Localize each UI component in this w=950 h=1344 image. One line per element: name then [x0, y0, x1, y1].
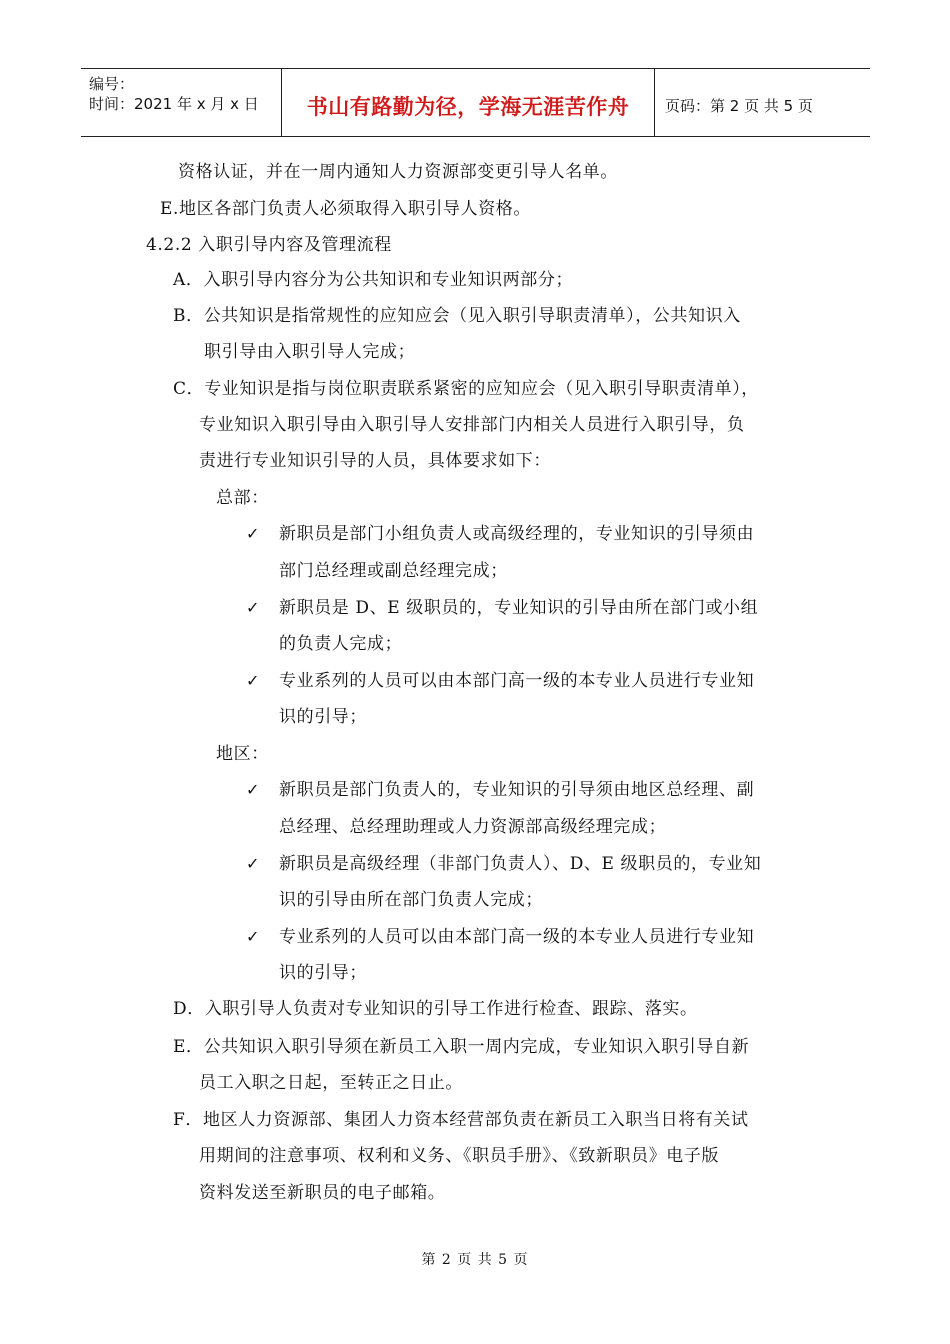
checkmark-icon: ✓	[246, 671, 260, 690]
body-line: F．地区人力资源部、集团人力资本经营部负责在新员工入职当日将有关试	[173, 1110, 749, 1130]
list-item: 部门总经理或副总经理完成；	[279, 561, 508, 581]
body-line: B．公共知识是指常规性的应知应会（见入职引导职责清单），公共知识入	[173, 306, 741, 326]
page-footer: 第 2 页 共 5 页	[421, 1252, 529, 1268]
list-item: 新职员是 D、E 级职员的，专业知识的引导由所在部门或小组	[279, 598, 759, 618]
body-line: 专业知识入职引导由入职引导人安排部门内相关人员进行入职引导，负	[199, 415, 745, 435]
list-item: 新职员是部门负责人的，专业知识的引导须由地区总经理、副	[279, 780, 755, 800]
list-item: 新职员是部门小组负责人或高级经理的，专业知识的引导须由	[279, 524, 755, 544]
page-header	[81, 68, 870, 137]
header-page-cell	[655, 69, 870, 136]
subgroup-label-hq: 总部：	[216, 488, 269, 508]
body-line: 资格认证，并在一周内通知人力资源部变更引导人名单。	[178, 162, 618, 182]
document-date-label: 时间：2021 年 x 月 x 日	[89, 95, 259, 113]
body-line: 职引导由入职引导人完成；	[204, 342, 416, 362]
body-line: D．入职引导人负责对专业知识的引导工作进行检查、跟踪、落实。	[173, 999, 698, 1019]
body-line: E．公共知识入职引导须在新员工入职一周内完成，专业知识入职引导自新	[173, 1037, 750, 1057]
checkmark-icon: ✓	[246, 598, 260, 617]
header-left-cell	[81, 69, 282, 136]
list-item: 总经理、总经理助理或人力资源部高级经理完成；	[279, 817, 667, 837]
body-line: C．专业知识是指与岗位职责联系紧密的应知应会（见入职引导职责清单），	[173, 379, 759, 399]
list-item: 专业系列的人员可以由本部门高一级的本专业人员进行专业知	[279, 671, 755, 691]
list-item: 识的引导；	[279, 963, 367, 983]
list-item: 的负责人完成；	[279, 634, 403, 654]
list-item: 专业系列的人员可以由本部门高一级的本专业人员进行专业知	[279, 927, 755, 947]
list-item: 识的引导；	[279, 707, 367, 727]
body-line: E.地区各部门负责人必须取得入职引导人资格。	[160, 199, 532, 219]
list-item: 识的引导由所在部门负责人完成；	[279, 890, 543, 910]
body-line: 资料发送至新职员的电子邮箱。	[199, 1183, 446, 1203]
body-line: 用期间的注意事项、权利和义务、《职员手册》、《致新职员》电子版	[199, 1146, 720, 1166]
checkmark-icon: ✓	[246, 780, 260, 799]
body-line: 员工入职之日起，至转正之日止。	[199, 1073, 463, 1093]
list-item: 新职员是高级经理（非部门负责人）、D、E 级职员的，专业知	[279, 854, 762, 874]
section-heading: 4.2.2 入职引导内容及管理流程	[146, 235, 392, 255]
subgroup-label-region: 地区：	[216, 744, 269, 764]
checkmark-icon: ✓	[246, 927, 260, 946]
body-line: 责进行专业知识引导的人员，具体要求如下：	[199, 451, 551, 471]
header-page-number: 页码：第 2 页 共 5 页	[665, 97, 813, 115]
document-number-label: 编号：	[89, 75, 135, 93]
header-motto-cell	[282, 69, 655, 136]
body-line: A．入职引导内容分为公共知识和专业知识两部分；	[173, 270, 574, 290]
header-motto: 书山有路勤为径，学海无涯苦作舟	[306, 95, 630, 119]
checkmark-icon: ✓	[246, 854, 260, 873]
checkmark-icon: ✓	[246, 524, 260, 543]
